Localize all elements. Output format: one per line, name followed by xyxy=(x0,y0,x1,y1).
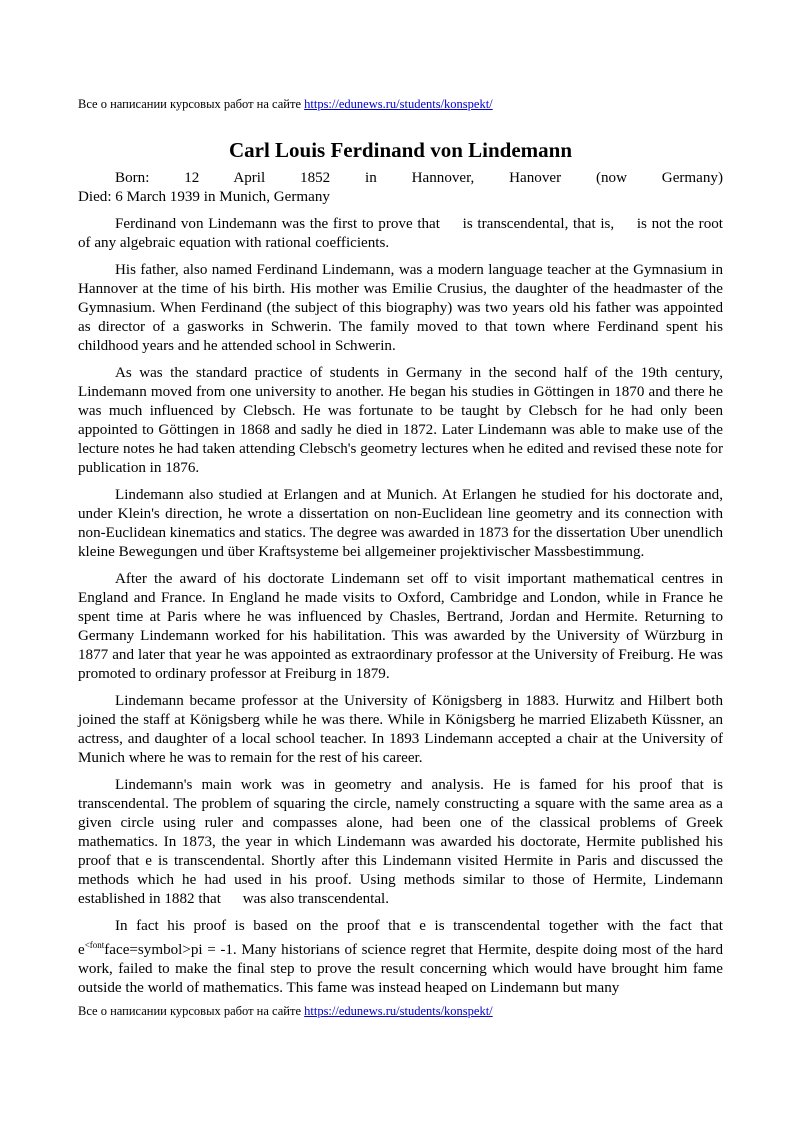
page-footer xyxy=(78,1003,493,1019)
header-text: Все о написании курсовых работ на сайте xyxy=(78,97,305,111)
article-body xyxy=(78,169,723,1006)
paragraph-8: In fact his proof is based on the proof that e is transcendental together with the fact that $e^{<font}face=symbol>pi = -1$. Many historians of science regret that Hermite, despite doing most of the hard work, failed to make the final step to prove the result concerning which would have brought him fame outside the world of mathematics. This fame was instead heaped on Lindemann but many xyxy=(78,918,723,997)
page-header xyxy=(78,96,493,112)
paragraph-4: Lindemann also studied at Erlangen and at Munich. At Erlangen he studied for his doctorate and, under Klein's direction, he wrote a dissertation on non-Euclidean line geometry and its connection with non-Euclidean kinematics and statics. The degree was awarded in 1873 for the dissertation Uber unendlich kleine Bewegungen und über Kraftsysteme bei allgemeiner projektivischer Massbestimmung. xyxy=(78,487,723,560)
paragraph-1: Ferdinand von Lindemann was the first to prove that is transcendental, that is, is not the root of any algebraic equation with rational coefficients. xyxy=(78,216,723,251)
born-line: Born: 12 April 1852 in Hannover, Hanover (now Germany) xyxy=(115,170,723,186)
paragraph-2: His father, also named Ferdinand Lindemann, was a modern language teacher at the Gymnasium in Hannover at the time of his birth. His mother was Emilie Crusius, the daughter of the headmaster of the Gymnasium. When Ferdinand (the subject of this biography) was two years old his father was appointed as director of a gasworks in Schwerin. The family moved to that town where Ferdinand spent his childhood years and he attended school in Schwerin. xyxy=(78,262,723,354)
header-link[interactable]: https://edunews.ru/students/konspekt/ xyxy=(304,97,493,111)
article-title: Carl Louis Ferdinand von Lindemann xyxy=(228,138,573,162)
paragraph-5: After the award of his doctorate Lindemann set off to visit important mathematical centres in England and France. In England he made visits to Oxford, Cambridge and London, while in France he spent time at Paris where he was influenced by Chasles, Bertrand, Jordan and Hermite. Returning to Germany Lindemann worked for his habilitation. This was awarded by the University of Würzburg in 1877 and later that year he was appointed as extraordinary professor at the University of Freiburg. He was promoted to ordinary professor at Freiburg in 1879. xyxy=(78,571,723,682)
paragraph-3: As was the standard practice of students in Germany in the second half of the 19th century, Lindemann moved from one university to another. He began his studies in Göttingen in 1870 and there he was much influenced by Clebsch. He was fortunate to be taught by Clebsch for he had only been appointed to Göttingen in 1868 and sadly he died in 1872. Later Lindemann was able to make use of the lecture notes he had taken attending Clebsch's geometry lectures when he edited and revised these note for publication in 1876. xyxy=(78,365,723,476)
footer-link[interactable]: https://edunews.ru/students/konspekt/ xyxy=(304,1004,493,1018)
paragraph-7: Lindemann's main work was in geometry and analysis. He is famed for his proof that is transcendental. The problem of squaring the circle, namely constructing a square with the same area as a given circle using ruler and compasses alone, had been one of the classical problems of Greek mathematics. In 1873, the year in which Lindemann was awarded his doctorate, Hermite published his proof that e is transcendental. Shortly after this Lindemann visited Hermite in Paris and discussed the methods which he had used in his proof. Using methods similar to those of Hermite, Lindemann established in 1882 that was also transcendental. xyxy=(78,777,723,907)
paragraph-6: Lindemann became professor at the University of Königsberg in 1883. Hurwitz and Hilbert both joined the staff at Königsberg while he was there. While in Königsberg he married Elizabeth Küssner, an actress, and daughter of a local school teacher. In 1893 Lindemann accepted a chair at the University of Munich where he was to remain for the rest of his career. xyxy=(78,693,723,766)
footer-text: Все о написании курсовых работ на сайте xyxy=(78,1004,305,1018)
died-line: Died: 6 March 1939 in Munich, Germany xyxy=(78,189,330,205)
